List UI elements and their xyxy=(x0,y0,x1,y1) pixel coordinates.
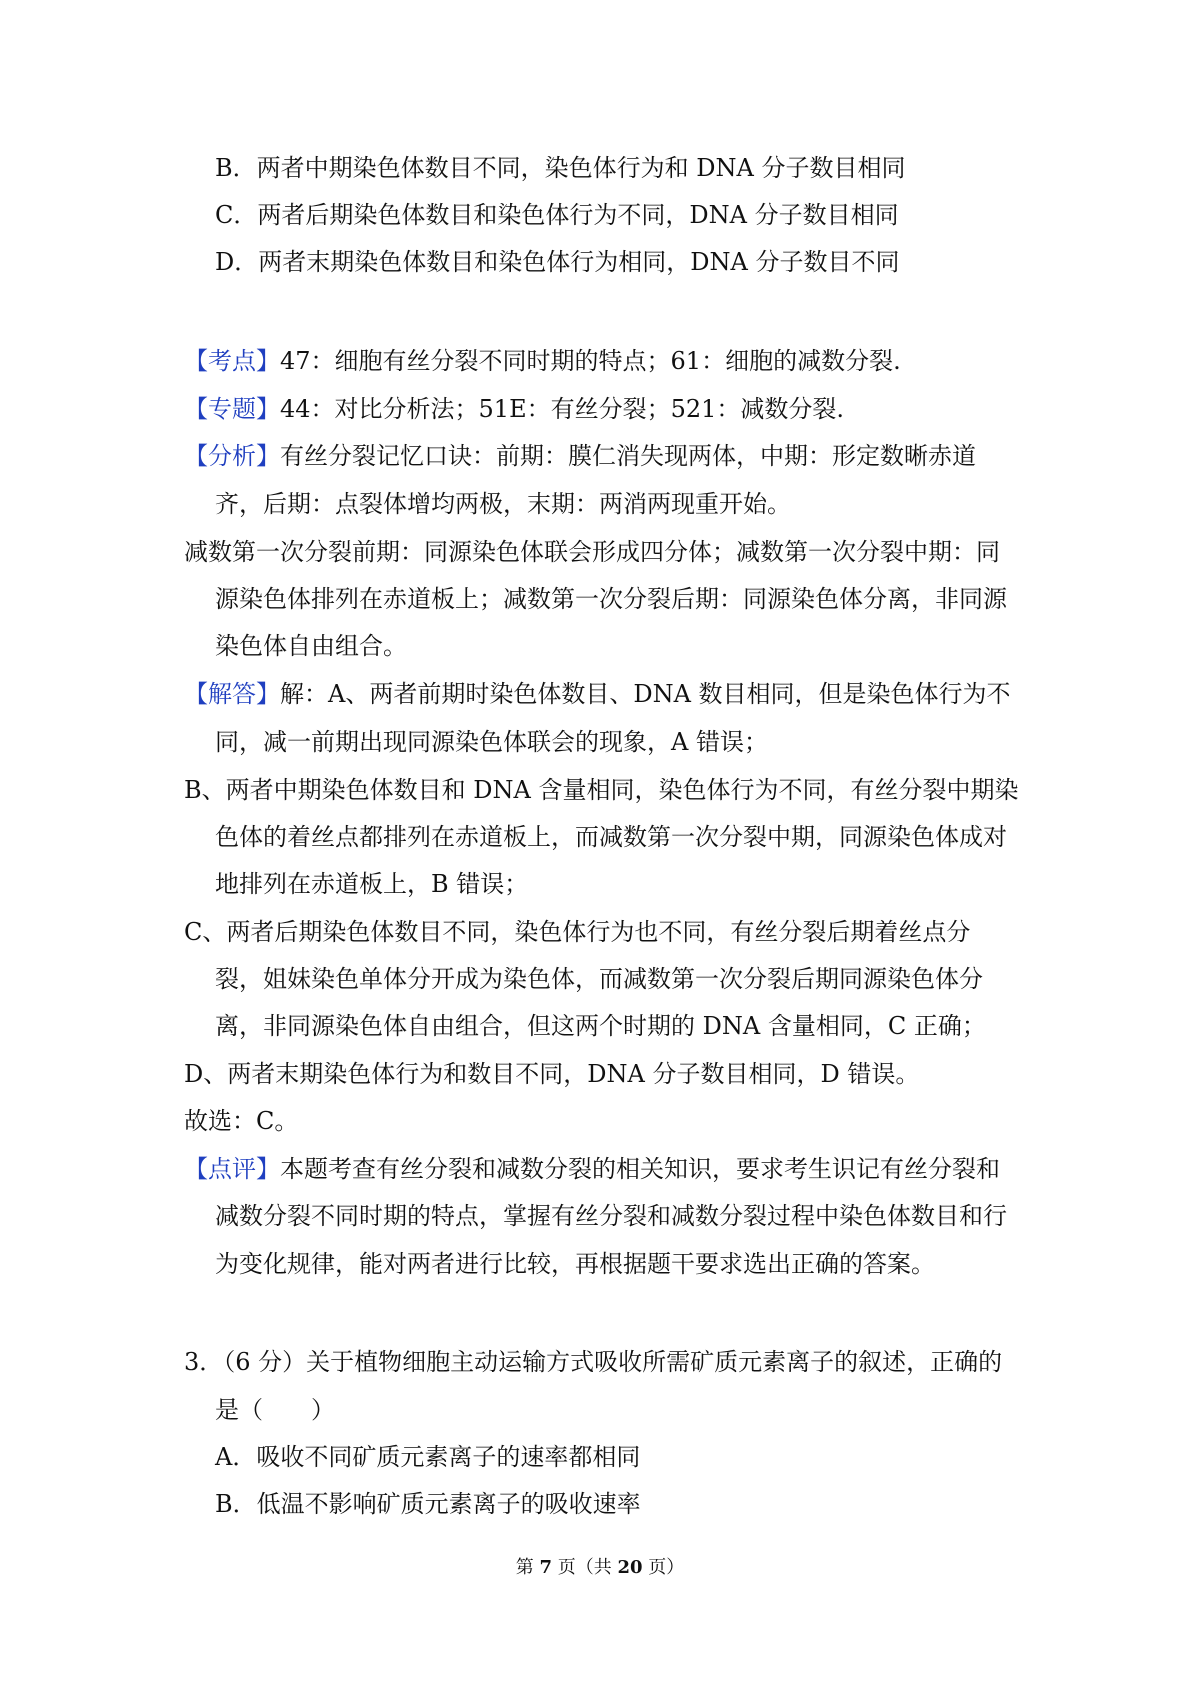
fenxi-line-1 xyxy=(184,440,1044,472)
dianping-tag: 【点评】 xyxy=(184,1155,280,1183)
fenxi-line-4: 源染色体排列在赤道板上；减数第一次分裂后期：同源染色体分离，非同源 xyxy=(215,585,1007,613)
dianping-line-2: 减数分裂不同时期的特点，掌握有丝分裂和减数分裂过程中染色体数目和行 xyxy=(215,1202,1007,1230)
jieda-b-3: 地排列在赤道板上，B 错误； xyxy=(215,870,529,898)
dianping-line-1 xyxy=(184,1153,1044,1185)
question-3-option-a: A．吸收不同矿质元素离子的速率都相同 xyxy=(215,1443,641,1471)
fenxi-line-3: 减数第一次分裂前期：同源染色体联会形成四分体；减数第一次分裂中期：同 xyxy=(184,538,1000,566)
question-3-stem-2: 是（ ） xyxy=(215,1396,335,1424)
footer-middle: 页（共 xyxy=(552,1557,618,1578)
dianping-text-1: 本题考查有丝分裂和减数分裂的相关知识，要求考生识记有丝分裂和 xyxy=(280,1155,1000,1183)
option-b-prev: B．两者中期染色体数目不同，染色体行为和 DNA 分子数目相同 xyxy=(215,154,906,182)
footer-suffix: 页） xyxy=(642,1557,685,1578)
jieda-line-2: 同，减一前期出现同源染色体联会的现象，A 错误； xyxy=(215,728,768,756)
fenxi-tag: 【分析】 xyxy=(184,442,280,470)
footer-page-number: 7 xyxy=(539,1557,552,1578)
option-c-prev: C．两者后期染色体数目和染色体行为不同，DNA 分子数目相同 xyxy=(215,201,899,229)
zhuanti-text: 44：对比分析法；51E：有丝分裂；521：减数分裂. xyxy=(280,395,845,423)
kaodian-text: 47：细胞有丝分裂不同时期的特点；61：细胞的减数分裂. xyxy=(280,347,901,375)
question-3-stem: 3．（6 分）关于植物细胞主动运输方式吸收所需矿质元素离子的叙述，正确的 xyxy=(184,1348,1003,1376)
fenxi-text-1: 有丝分裂记忆口诀：前期：膜仁消失现两体，中期：形定数晰赤道 xyxy=(280,442,976,470)
footer-prefix: 第 xyxy=(515,1557,540,1578)
jieda-answer: 故选：C。 xyxy=(184,1107,299,1135)
fenxi-line-2: 齐，后期：点裂体增均两极，末期：两消两现重开始。 xyxy=(215,490,791,518)
question-3-option-b: B．低温不影响矿质元素离子的吸收速率 xyxy=(215,1490,641,1518)
zhuanti-line xyxy=(184,393,1044,425)
footer-total-pages: 20 xyxy=(617,1557,643,1578)
jieda-line-1 xyxy=(184,678,1044,710)
jieda-c-3: 离，非同源染色体自由组合，但这两个时期的 DNA 含量相同，C 正确； xyxy=(215,1012,986,1040)
kaodian-line xyxy=(184,345,1044,377)
jieda-text-1: 解：A、两者前期时染色体数目、DNA 数目相同，但是染色体行为不 xyxy=(280,680,1011,708)
jieda-b-2: 色体的着丝点都排列在赤道板上，而减数第一次分裂中期，同源染色体成对 xyxy=(215,823,1007,851)
dianping-line-3: 为变化规律，能对两者进行比较，再根据题干要求选出正确的答案。 xyxy=(215,1250,935,1278)
kaodian-tag: 【考点】 xyxy=(184,347,280,375)
option-d-prev: D．两者末期染色体数目和染色体行为相同，DNA 分子数目不同 xyxy=(215,248,900,276)
fenxi-line-5: 染色体自由组合。 xyxy=(215,632,407,660)
jieda-c-2: 裂，姐妹染色单体分开成为染色体，而减数第一次分裂后期同源染色体分 xyxy=(215,965,983,993)
page-footer xyxy=(0,1556,1200,1580)
jieda-c-1: C、两者后期染色体数目不同，染色体行为也不同，有丝分裂后期着丝点分 xyxy=(184,918,971,946)
jieda-tag: 【解答】 xyxy=(184,680,280,708)
zhuanti-tag: 【专题】 xyxy=(184,395,280,423)
jieda-d-1: D、两者末期染色体行为和数目不同，DNA 分子数目相同，D 错误。 xyxy=(184,1060,920,1088)
jieda-b-1: B、两者中期染色体数目和 DNA 含量相同，染色体行为不同，有丝分裂中期染 xyxy=(184,776,1019,804)
